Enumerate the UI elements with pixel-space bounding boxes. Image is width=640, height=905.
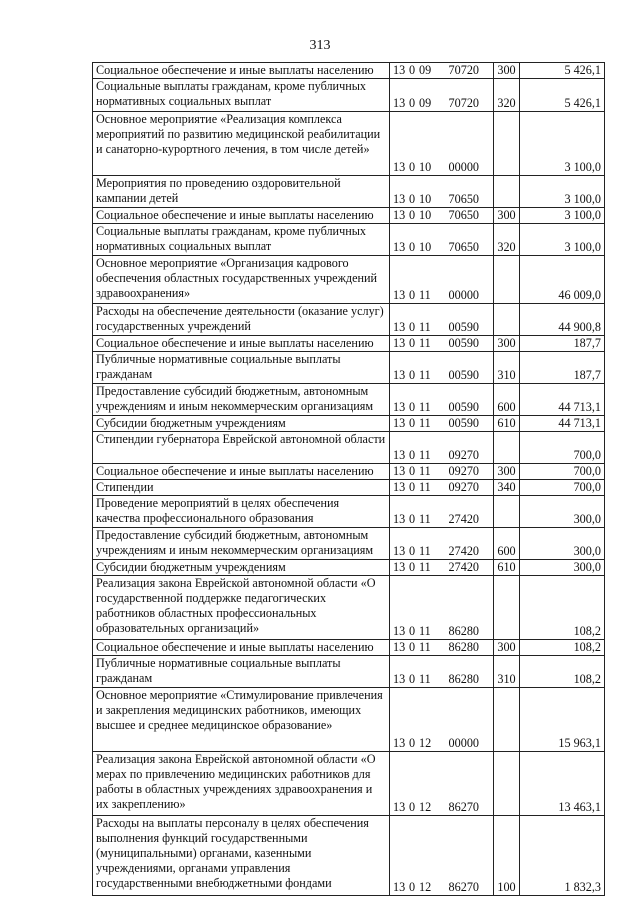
code-direction: 09270 [448, 448, 479, 462]
row-amount: 3 100,0 [520, 208, 605, 224]
row-code [390, 304, 494, 336]
row-amount: 44 713,1 [520, 384, 605, 416]
code-program: 13 [393, 240, 406, 254]
code-subprogram: 0 [409, 416, 416, 430]
row-description: Расходы на обеспечение деятельности (оказание услуг) государственных учреждений [93, 304, 390, 336]
row-code [390, 79, 494, 112]
row-expense-type: 300 [494, 640, 520, 656]
code-subprogram: 0 [409, 240, 416, 254]
row-amount: 13 463,1 [520, 752, 605, 816]
row-expense-type [494, 112, 520, 176]
row-description: Реализация закона Еврейской автономной области «О государственной поддержке педагогических работников областных профессиональных образовательных организаций» [93, 576, 390, 640]
row-code [390, 176, 494, 208]
row-amount: 3 100,0 [520, 112, 605, 176]
code-event: 09 [419, 63, 432, 77]
code-subprogram: 0 [409, 544, 416, 558]
code-subprogram: 0 [409, 400, 416, 414]
table-row [93, 560, 605, 576]
code-direction: 00590 [448, 400, 479, 414]
code-program: 13 [393, 448, 406, 462]
table-row [93, 816, 605, 896]
code-event: 10 [419, 240, 432, 254]
code-direction: 00590 [448, 368, 479, 382]
code-subprogram: 0 [409, 480, 416, 494]
code-program: 13 [393, 336, 406, 350]
code-subprogram: 0 [409, 640, 416, 654]
code-subprogram: 0 [409, 368, 416, 382]
table-row [93, 464, 605, 480]
page-number: 313 [309, 38, 331, 53]
code-direction: 70720 [448, 63, 479, 77]
table-row [93, 496, 605, 528]
row-expense-type: 340 [494, 480, 520, 496]
row-description: Стипендии [93, 480, 390, 496]
code-program: 13 [393, 208, 406, 222]
row-expense-type: 300 [494, 63, 520, 79]
code-program: 13 [393, 416, 406, 430]
row-expense-type: 600 [494, 384, 520, 416]
row-amount: 3 100,0 [520, 224, 605, 256]
row-description: Основное мероприятие «Реализация комплекса мероприятий по развитию медицинской реабилитации и санаторно-курортного лечения, в том числе детей» [93, 112, 390, 176]
code-direction: 00590 [448, 416, 479, 430]
code-program: 13 [393, 880, 406, 894]
row-amount: 108,2 [520, 640, 605, 656]
row-code [390, 640, 494, 656]
table-body [93, 63, 605, 896]
row-code [390, 576, 494, 640]
code-direction: 70720 [448, 96, 479, 110]
row-amount: 44 900,8 [520, 304, 605, 336]
row-amount: 108,2 [520, 576, 605, 640]
code-direction: 00000 [448, 736, 479, 750]
code-subprogram: 0 [409, 464, 416, 478]
row-amount: 3 100,0 [520, 176, 605, 208]
code-event: 11 [419, 464, 431, 478]
row-amount: 700,0 [520, 480, 605, 496]
code-program: 13 [393, 400, 406, 414]
row-expense-type [494, 496, 520, 528]
row-description: Публичные нормативные социальные выплаты гражданам [93, 352, 390, 384]
row-description: Проведение мероприятий в целях обеспечения качества профессионального образования [93, 496, 390, 528]
code-direction: 27420 [448, 560, 479, 574]
row-expense-type: 610 [494, 416, 520, 432]
row-code [390, 432, 494, 464]
code-direction: 86270 [448, 880, 479, 894]
code-event: 11 [419, 672, 431, 686]
code-event: 11 [419, 336, 431, 350]
code-event: 12 [419, 800, 432, 814]
row-expense-type: 320 [494, 79, 520, 112]
code-event: 11 [419, 320, 431, 334]
code-direction: 09270 [448, 464, 479, 478]
row-description: Социальное обеспечение и иные выплаты населению [93, 336, 390, 352]
row-amount: 46 009,0 [520, 256, 605, 304]
table-row [93, 416, 605, 432]
code-subprogram: 0 [409, 800, 416, 814]
row-expense-type [494, 176, 520, 208]
code-program: 13 [393, 320, 406, 334]
row-description: Социальное обеспечение и иные выплаты населению [93, 208, 390, 224]
table-row [93, 528, 605, 560]
code-subprogram: 0 [409, 336, 416, 350]
code-subprogram: 0 [409, 736, 416, 750]
table-row [93, 384, 605, 416]
code-subprogram: 0 [409, 560, 416, 574]
row-expense-type: 300 [494, 464, 520, 480]
code-direction: 86270 [448, 800, 479, 814]
code-event: 11 [419, 640, 431, 654]
table-row [93, 688, 605, 752]
row-expense-type: 310 [494, 656, 520, 688]
code-program: 13 [393, 368, 406, 382]
row-expense-type [494, 256, 520, 304]
code-event: 12 [419, 880, 432, 894]
code-event: 11 [419, 624, 431, 638]
row-expense-type: 600 [494, 528, 520, 560]
code-subprogram: 0 [409, 160, 416, 174]
row-amount: 5 426,1 [520, 79, 605, 112]
code-direction: 09270 [448, 480, 479, 494]
code-subprogram: 0 [409, 672, 416, 686]
table-row [93, 752, 605, 816]
code-direction: 00590 [448, 320, 479, 334]
code-event: 12 [419, 736, 432, 750]
row-description: Стипендии губернатора Еврейской автономной области [93, 432, 390, 464]
row-expense-type: 100 [494, 816, 520, 896]
row-amount: 44 713,1 [520, 416, 605, 432]
code-direction: 27420 [448, 544, 479, 558]
row-code [390, 816, 494, 896]
code-direction: 00000 [448, 160, 479, 174]
code-subprogram: 0 [409, 512, 416, 526]
table-row [93, 656, 605, 688]
row-code [390, 656, 494, 688]
row-description: Основное мероприятие «Стимулирование привлечения и закрепления медицинских работников, имеющих высшее и среднее медицинское образование» [93, 688, 390, 752]
code-direction: 86280 [448, 640, 479, 654]
code-program: 13 [393, 63, 406, 77]
table-row [93, 112, 605, 176]
row-description: Социальные выплаты гражданам, кроме публичных нормативных социальных выплат [93, 224, 390, 256]
row-amount: 300,0 [520, 528, 605, 560]
code-program: 13 [393, 288, 406, 302]
code-event: 11 [419, 400, 431, 414]
row-amount: 700,0 [520, 464, 605, 480]
code-program: 13 [393, 192, 406, 206]
code-program: 13 [393, 640, 406, 654]
code-subprogram: 0 [409, 448, 416, 462]
row-description: Предоставление субсидий бюджетным, автономным учреждениям и иным некоммерческим организациям [93, 528, 390, 560]
row-code [390, 480, 494, 496]
table-row [93, 640, 605, 656]
table-row [93, 79, 605, 112]
row-expense-type [494, 576, 520, 640]
code-program: 13 [393, 560, 406, 574]
row-amount: 300,0 [520, 496, 605, 528]
row-expense-type [494, 304, 520, 336]
code-subprogram: 0 [409, 63, 416, 77]
row-code [390, 256, 494, 304]
code-event: 09 [419, 96, 432, 110]
row-code [390, 384, 494, 416]
row-code [390, 224, 494, 256]
code-subprogram: 0 [409, 96, 416, 110]
row-code [390, 208, 494, 224]
table-row [93, 304, 605, 336]
code-event: 11 [419, 368, 431, 382]
table-row [93, 336, 605, 352]
row-code [390, 752, 494, 816]
row-code [390, 464, 494, 480]
row-description: Субсидии бюджетным учреждениям [93, 560, 390, 576]
code-event: 10 [419, 160, 432, 174]
row-description: Основное мероприятие «Организация кадрового обеспечения областных государственных учреждений здравоохранения» [93, 256, 390, 304]
code-subprogram: 0 [409, 288, 416, 302]
row-code [390, 496, 494, 528]
code-event: 11 [419, 448, 431, 462]
row-expense-type: 310 [494, 352, 520, 384]
code-direction: 00590 [448, 336, 479, 350]
row-expense-type: 320 [494, 224, 520, 256]
code-program: 13 [393, 544, 406, 558]
row-code [390, 416, 494, 432]
code-direction: 86280 [448, 624, 479, 638]
code-program: 13 [393, 464, 406, 478]
code-event: 11 [419, 288, 431, 302]
row-amount: 187,7 [520, 352, 605, 384]
code-direction: 27420 [448, 512, 479, 526]
row-amount: 300,0 [520, 560, 605, 576]
code-program: 13 [393, 624, 406, 638]
row-amount: 15 963,1 [520, 688, 605, 752]
code-program: 13 [393, 512, 406, 526]
row-expense-type [494, 752, 520, 816]
row-amount: 108,2 [520, 656, 605, 688]
row-amount: 187,7 [520, 336, 605, 352]
budget-table [92, 62, 605, 896]
code-event: 11 [419, 512, 431, 526]
row-description: Социальное обеспечение и иные выплаты населению [93, 63, 390, 79]
row-code [390, 688, 494, 752]
code-program: 13 [393, 800, 406, 814]
code-direction: 00000 [448, 288, 479, 302]
row-amount: 700,0 [520, 432, 605, 464]
row-code [390, 560, 494, 576]
row-description: Субсидии бюджетным учреждениям [93, 416, 390, 432]
code-event: 10 [419, 192, 432, 206]
code-event: 11 [419, 544, 431, 558]
row-amount: 1 832,3 [520, 816, 605, 896]
row-description: Социальное обеспечение и иные выплаты населению [93, 640, 390, 656]
code-event: 10 [419, 208, 432, 222]
table-row [93, 352, 605, 384]
row-description: Предоставление субсидий бюджетным, автономным учреждениям и иным некоммерческим организациям [93, 384, 390, 416]
row-description: Реализация закона Еврейской автономной области «О мерах по привлечению медицинских работников для работы в областных учреждениях здравоохранения и их закреплению» [93, 752, 390, 816]
code-direction: 70650 [448, 240, 479, 254]
code-program: 13 [393, 672, 406, 686]
row-code [390, 352, 494, 384]
code-program: 13 [393, 736, 406, 750]
code-subprogram: 0 [409, 192, 416, 206]
row-description: Социальные выплаты гражданам, кроме публичных нормативных социальных выплат [93, 79, 390, 112]
code-subprogram: 0 [409, 880, 416, 894]
row-code [390, 336, 494, 352]
code-program: 13 [393, 480, 406, 494]
row-description: Публичные нормативные социальные выплаты гражданам [93, 656, 390, 688]
row-expense-type: 300 [494, 208, 520, 224]
code-event: 11 [419, 416, 431, 430]
code-subprogram: 0 [409, 320, 416, 334]
row-code [390, 112, 494, 176]
table-row [93, 256, 605, 304]
code-program: 13 [393, 160, 406, 174]
row-code [390, 63, 494, 79]
code-event: 11 [419, 480, 431, 494]
row-description: Расходы на выплаты персоналу в целях обеспечения выполнения функций государственными (муниципальными) органами, казенными учреждениями, органами управления государственными внебюджетными фондами [93, 816, 390, 896]
table-row [93, 63, 605, 79]
code-subprogram: 0 [409, 208, 416, 222]
row-description: Мероприятия по проведению оздоровительной кампании детей [93, 176, 390, 208]
table-row [93, 480, 605, 496]
row-amount: 5 426,1 [520, 63, 605, 79]
row-expense-type [494, 688, 520, 752]
table-row [93, 224, 605, 256]
row-expense-type [494, 432, 520, 464]
table-row [93, 176, 605, 208]
row-expense-type: 610 [494, 560, 520, 576]
table-row [93, 576, 605, 640]
code-direction: 86280 [448, 672, 479, 686]
code-direction: 70650 [448, 192, 479, 206]
code-subprogram: 0 [409, 624, 416, 638]
row-code [390, 528, 494, 560]
row-expense-type: 300 [494, 336, 520, 352]
table-row [93, 432, 605, 464]
table-row [93, 208, 605, 224]
code-direction: 70650 [448, 208, 479, 222]
code-event: 11 [419, 560, 431, 574]
code-program: 13 [393, 96, 406, 110]
row-description: Социальное обеспечение и иные выплаты населению [93, 464, 390, 480]
